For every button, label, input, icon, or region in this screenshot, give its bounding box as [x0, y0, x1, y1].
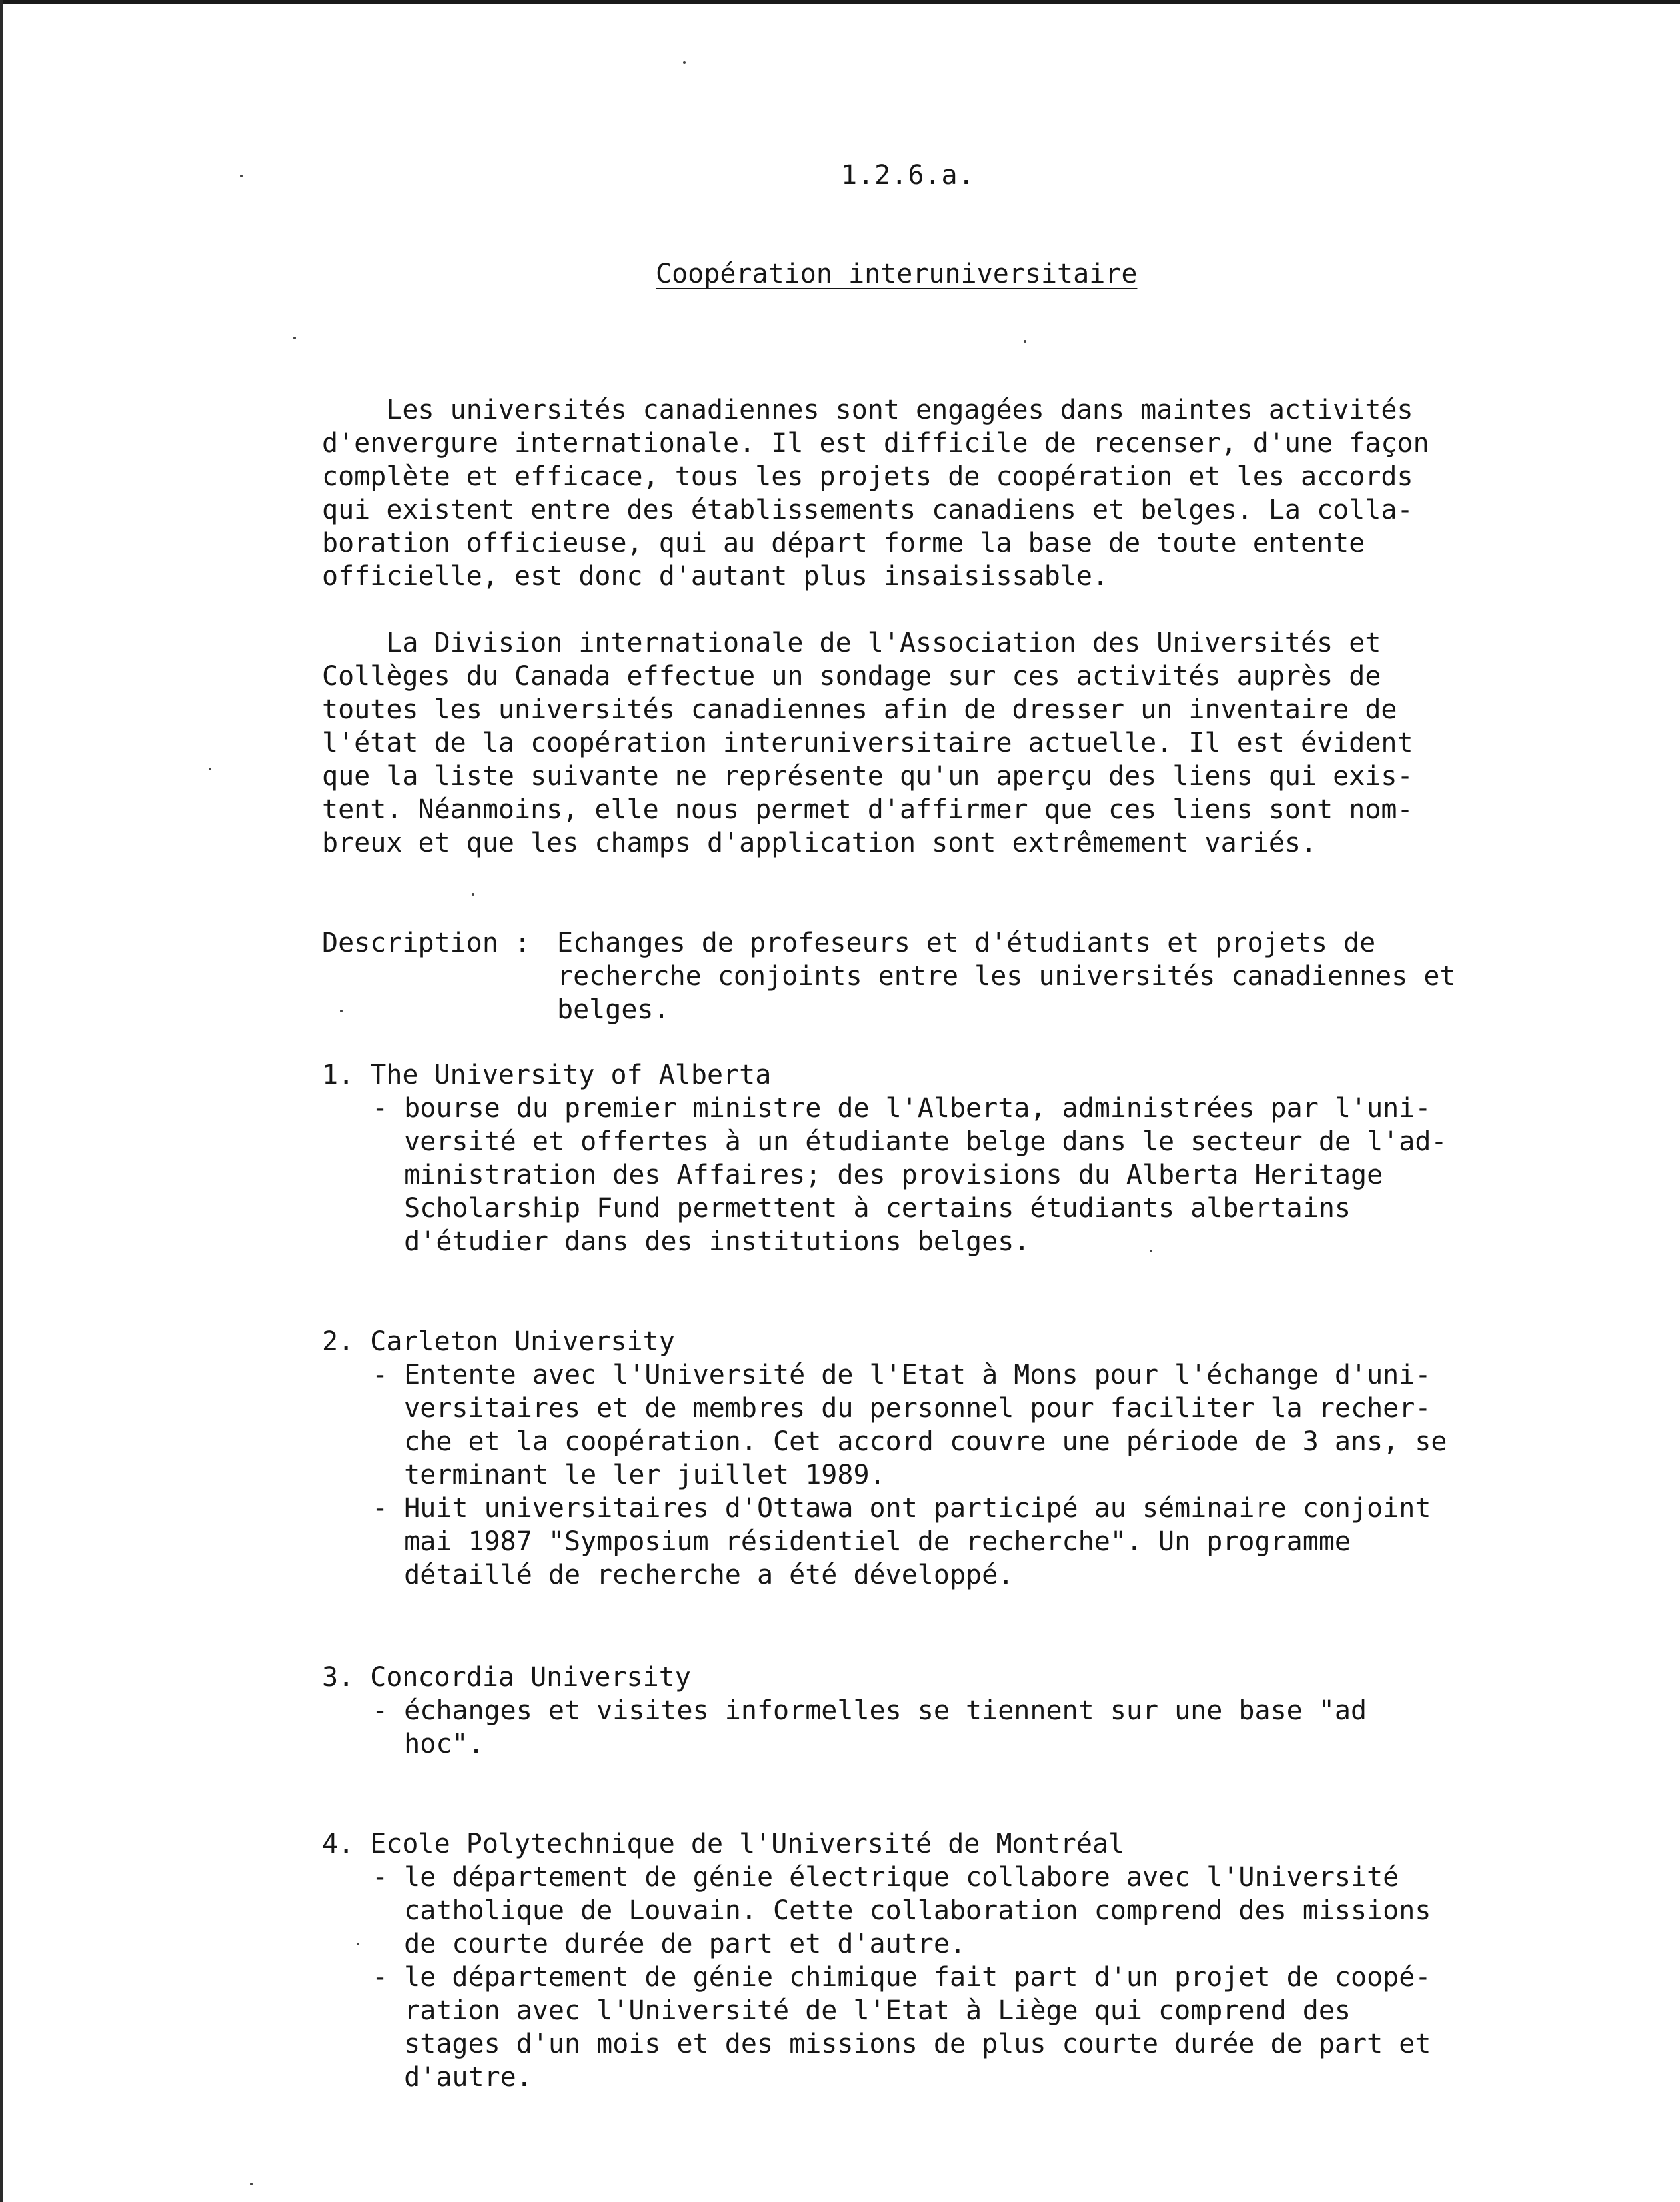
- intro-paragraph: Les universités canadiennes sont engagées dans maintes activités d'envergure internationale. Il est difficile de recenser, d'une façon complète et efficace, tous les projets de coopération et les accords qui existent entre des établissements canadiens et belges. La colla- boration officieuse, qui au départ forme la base de toute entente officielle, est donc d'autant plus insaisissable.: [322, 395, 1429, 592]
- institution-title: 4. Ecole Polytechnique de l'Université de Montréal: [322, 1829, 1125, 1859]
- scan-speck: [209, 768, 211, 770]
- institution-title: 2. Carleton University: [322, 1326, 675, 1357]
- institution-detail: - Entente avec l'Université de l'Etat à Mons pour l'échange d'uni- versitaires et de membres du personnel pour faciliter la recher- che et la coopération. Cet accord couvre une période de 3 ans, se terminant le ler juillet 1989.: [372, 1360, 1447, 1490]
- institution-detail: - le département de génie électrique collabore avec l'Université catholique de Louvain. Cette collaboration comprend des missions de courte durée de part et d'autre.: [372, 1862, 1431, 1959]
- institution-item: [322, 1661, 1367, 1761]
- description-label: Description :: [322, 928, 531, 958]
- institution-title: 3. Concordia University: [322, 1662, 691, 1693]
- scan-border-left: [0, 0, 3, 2202]
- institution-detail: - bourse du premier ministre de l'Alberta, administrées par l'uni- versité et offertes à un étudiante belge dans le secteur de l'ad- ministration des Affaires; des provisions du Alberta Heritage Scholarship Fund permettent à certains étudiants albertains d'étudier dans des institutions belges.: [372, 1093, 1447, 1257]
- institution-item: [322, 1325, 1447, 1592]
- survey-paragraph: La Division internationale de l'Association des Universités et Collèges du Canada effectue un sondage sur ces activités auprès de toutes les universités canadiennes afin de dresser un inventaire de l'état de la coopération interuniversitaire actuelle. Il est évident que la liste suivante ne représente qu'un aperçu des liens qui exis- tent. Néanmoins, elle nous permet d'affirmer que ces liens sont nom- breux et que les champs d'application sont extrêmement variés.: [322, 628, 1413, 858]
- description-text: Echanges de profeseurs et d'étudiants et projets de recherche conjoints entre les universités canadiennes et belges.: [557, 928, 1456, 1025]
- institution-item: [322, 1058, 1447, 1258]
- institution-detail: - le département de génie chimique fait part d'un projet de coopé- ration avec l'Université de l'Etat à Liège qui comprend des stages d'un mois et des missions de plus courte durée de part et d'autre.: [372, 1962, 1431, 2093]
- scan-speck: [240, 175, 243, 177]
- page-number: 1.2.6.a.: [841, 160, 975, 191]
- scan-speck: [340, 1010, 343, 1012]
- institution-item: [322, 1827, 1431, 2094]
- scan-border-top: [0, 0, 1680, 4]
- institution-title: 1. The University of Alberta: [322, 1060, 772, 1090]
- institution-detail: - échanges et visites informelles se tiennent sur une base "ad hoc".: [372, 1695, 1367, 1759]
- scan-speck: [1024, 340, 1026, 343]
- document-title: Coopération interuniversitaire: [656, 259, 1138, 289]
- institution-detail: - Huit universitaires d'Ottawa ont participé au séminaire conjoint mai 1987 "Symposium résidentiel de recherche". Un programme détaillé de recherche a été développé.: [372, 1493, 1431, 1590]
- scan-speck: [250, 2183, 253, 2185]
- scan-speck: [472, 893, 474, 896]
- scan-speck: [293, 337, 296, 339]
- scan-speck: [683, 61, 686, 64]
